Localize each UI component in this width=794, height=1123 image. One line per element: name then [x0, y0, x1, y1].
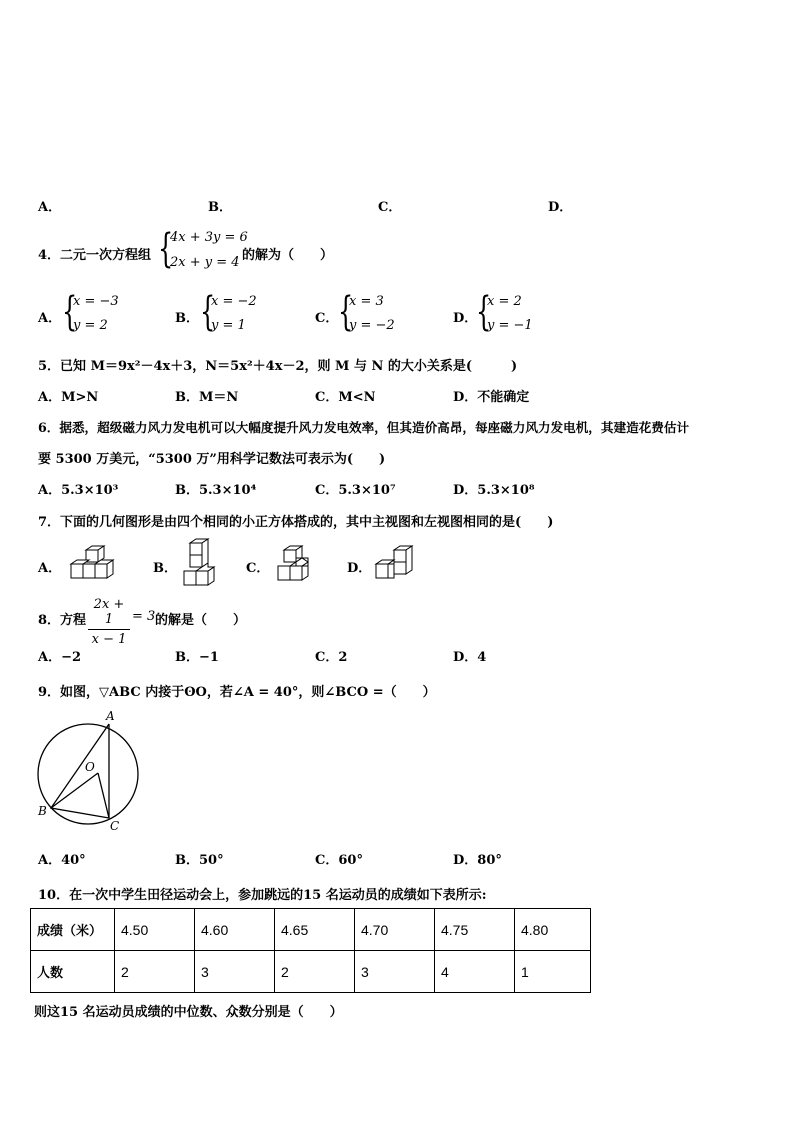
q5-option-a: A．M>N — [38, 390, 99, 405]
q4-option-a-line2: y = 2 — [73, 318, 108, 333]
q5-option-b: B．M＝N — [175, 390, 239, 405]
table-cell: 3 — [355, 951, 435, 993]
q4-option-d-letter: D． — [453, 311, 478, 326]
q3-option-c: C． — [378, 200, 402, 215]
q4-option-a-line1: x = −3 — [73, 294, 119, 309]
q10-score-table — [30, 908, 591, 993]
q7-option-d: D． — [347, 561, 372, 576]
q8-fraction — [88, 597, 130, 647]
q8-option-c: C．2 — [315, 650, 348, 665]
table-row — [31, 951, 591, 993]
q7-figure-c — [274, 544, 318, 584]
q9-label-c: C — [110, 819, 120, 833]
q4-option-c-letter: C． — [315, 311, 339, 326]
q6-option-d: D．5.3×10⁸ — [453, 483, 535, 498]
q5-option-c: C．M<N — [315, 390, 376, 405]
table-cell: 2 — [275, 951, 355, 993]
q8-stem-suffix: 的解是（ ） — [155, 613, 247, 628]
q9-segment-bo — [51, 773, 98, 808]
q6-option-a: A．5.3×10³ — [38, 483, 119, 498]
q7-figure-d — [372, 544, 416, 584]
q4-stem-suffix: 的解为（ ） — [242, 248, 334, 263]
q8-denominator: x − 1 — [91, 632, 127, 647]
q4-option-d-line2: y = −1 — [487, 318, 533, 333]
q3-option-d: D． — [548, 200, 573, 215]
q9-option-d: D．80° — [453, 853, 502, 868]
q9-label-a: A — [106, 709, 115, 723]
q9-circle-figure — [30, 708, 170, 834]
q4-system-eq2: 2x + y = 4 — [170, 255, 240, 270]
table-cell: 4.80 — [515, 909, 591, 951]
q7-option-a: A． — [38, 561, 62, 576]
q9-option-b: B．50° — [175, 853, 224, 868]
table-cell: 2 — [115, 951, 195, 993]
q4-option-a-brace: { — [62, 289, 78, 335]
q4-option-c-brace: { — [338, 289, 354, 335]
q6-option-c: C．5.3×10⁷ — [315, 483, 396, 498]
q8-numerator: 2x + 1 — [93, 597, 125, 627]
table-cell: 1 — [515, 951, 591, 993]
q9-stem: 9．如图，▽ABC 内接于ʘO，若∠A = 40°，则∠BCO =（ ） — [38, 685, 436, 700]
q8-option-a: A．−2 — [38, 650, 82, 665]
q6-stem-line2: 要 5300 万美元，“5300 万”用科学记数法可表示为( ) — [38, 452, 386, 467]
q5-stem: 5．已知 M＝9x²－4x＋3，N＝5x²＋4x－2，则 M 与 N 的大小关系是( ) — [38, 359, 518, 374]
table-row-head: 人数 — [31, 951, 115, 993]
q7-stem: 7．下面的几何图形是由四个相同的小正方体搭成的，其中主视图和左视图相同的是( ) — [38, 515, 554, 530]
table-cell: 4.60 — [195, 909, 275, 951]
q10-stem: 10．在一次中学生田径运动会上，参加跳远的15 名运动员的成绩如下表所示: — [38, 888, 487, 903]
q4-option-d-brace: { — [476, 289, 492, 335]
q7-figure-b — [180, 537, 220, 589]
table-row-head: 成绩（米） — [31, 909, 115, 951]
q4-option-b-line1: x = −2 — [211, 294, 257, 309]
q9-label-o: O — [85, 760, 95, 774]
q9-label-b: B — [38, 804, 47, 818]
q6-stem-line1: 6．据悉，超级磁力风力发电机可以大幅度提升风力发电效率，但其造价高昂，每座磁力风力发电机，其建造花费估计 — [38, 420, 690, 435]
q6-option-b: B．5.3×10⁴ — [175, 483, 257, 498]
q7-figure-a — [66, 544, 122, 584]
q3-option-a: A． — [38, 200, 62, 215]
table-cell: 4 — [435, 951, 515, 993]
q7-option-c: C． — [246, 561, 270, 576]
table-cell: 3 — [195, 951, 275, 993]
q4-system-eq1: 4x + 3y = 6 — [170, 230, 248, 245]
q5-option-d: D．不能确定 — [453, 390, 530, 405]
q10-question: 则这15 名运动员成绩的中位数、众数分别是（ ） — [34, 1005, 343, 1020]
q9-triangle — [51, 724, 109, 818]
table-cell: 4.75 — [435, 909, 515, 951]
q4-option-d-line1: x = 2 — [487, 294, 522, 309]
q8-option-b: B．−1 — [175, 650, 219, 665]
q9-option-c: C．60° — [315, 853, 363, 868]
q8-stem-prefix: 8．方程 — [38, 613, 87, 628]
table-row — [31, 909, 591, 951]
q4-option-b-brace: { — [200, 289, 216, 335]
q8-option-d: D．4 — [453, 650, 487, 665]
q4-stem-prefix: 4．二元一次方程组 — [38, 248, 152, 263]
table-cell: 4.65 — [275, 909, 355, 951]
q4-system-brace: { — [158, 226, 174, 272]
q8-equals: = 3 — [132, 609, 156, 624]
q4-option-c-line2: y = −2 — [349, 318, 395, 333]
q9-option-a: A．40° — [38, 853, 86, 868]
table-cell: 4.70 — [355, 909, 435, 951]
q3-option-b: B． — [208, 200, 232, 215]
q9-segment-co — [98, 773, 109, 818]
q4-option-b-letter: B． — [175, 311, 199, 326]
q7-option-b: B． — [153, 561, 177, 576]
q4-option-a-letter: A． — [38, 311, 62, 326]
table-cell: 4.50 — [115, 909, 195, 951]
q4-option-b-line2: y = 1 — [211, 318, 246, 333]
q4-option-c-line1: x = 3 — [349, 294, 384, 309]
